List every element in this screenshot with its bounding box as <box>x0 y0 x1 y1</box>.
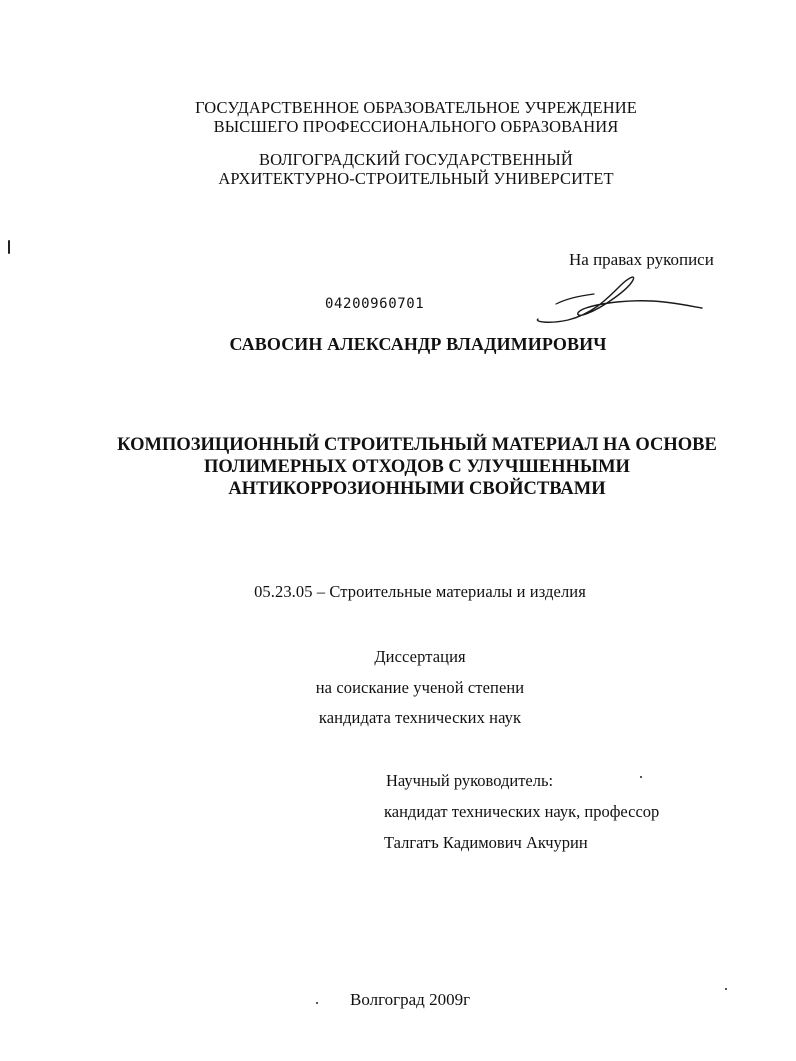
degree-line-3: кандидата технических наук <box>318 708 522 727</box>
degree-line-2: на соискание ученой степени <box>315 678 525 697</box>
institution-line-1: ГОСУДАРСТВЕННОЕ ОБРАЗОВАТЕЛЬНОЕ УЧРЕЖДЕНИЕ <box>195 98 637 117</box>
supervisor-credentials: кандидат технических наук, профессор <box>384 802 660 821</box>
title-line-1: КОМПОЗИЦИОННЫЙ СТРОИТЕЛЬНЫЙ МАТЕРИАЛ НА ОСНОВЕ <box>117 435 717 455</box>
signature-image <box>532 270 704 330</box>
scan-artifact <box>640 776 642 778</box>
degree-line-1: Диссертация <box>374 647 466 666</box>
university-line-2: АРХИТЕКТУРНО-СТРОИТЕЛЬНЫЙ УНИВЕРСИТЕТ <box>218 169 614 188</box>
university-line-1: ВОЛГОГРАДСКИЙ ГОСУДАРСТВЕННЫЙ <box>259 150 573 169</box>
scan-artifact <box>316 1002 318 1004</box>
registration-number: 04200960701 <box>325 296 425 312</box>
specialty: 05.23.05 – Строительные материалы и изделия <box>254 582 586 601</box>
scan-artifact <box>725 988 727 990</box>
supervisor-name: Талгатъ Кадимович Акчурин <box>384 833 588 852</box>
title-line-3: АНТИКОРРОЗИОННЫМИ СВОЙСТВАМИ <box>228 479 606 499</box>
institution-line-2: ВЫСШЕГО ПРОФЕССИОНАЛЬНОГО ОБРАЗОВАНИЯ <box>213 117 619 136</box>
supervisor-label: Научный руководитель: <box>386 771 554 790</box>
author-name: САВОСИН АЛЕКСАНДР ВЛАДИМИРОВИЧ <box>229 334 607 354</box>
title-line-2: ПОЛИМЕРНЫХ ОТХОДОВ С УЛУЧШЕННЫМИ <box>204 457 630 477</box>
scan-artifact <box>8 240 10 254</box>
city-year: Волгоград 2009г <box>350 990 471 1009</box>
manuscript-rights: На правах рукописи <box>569 250 714 269</box>
